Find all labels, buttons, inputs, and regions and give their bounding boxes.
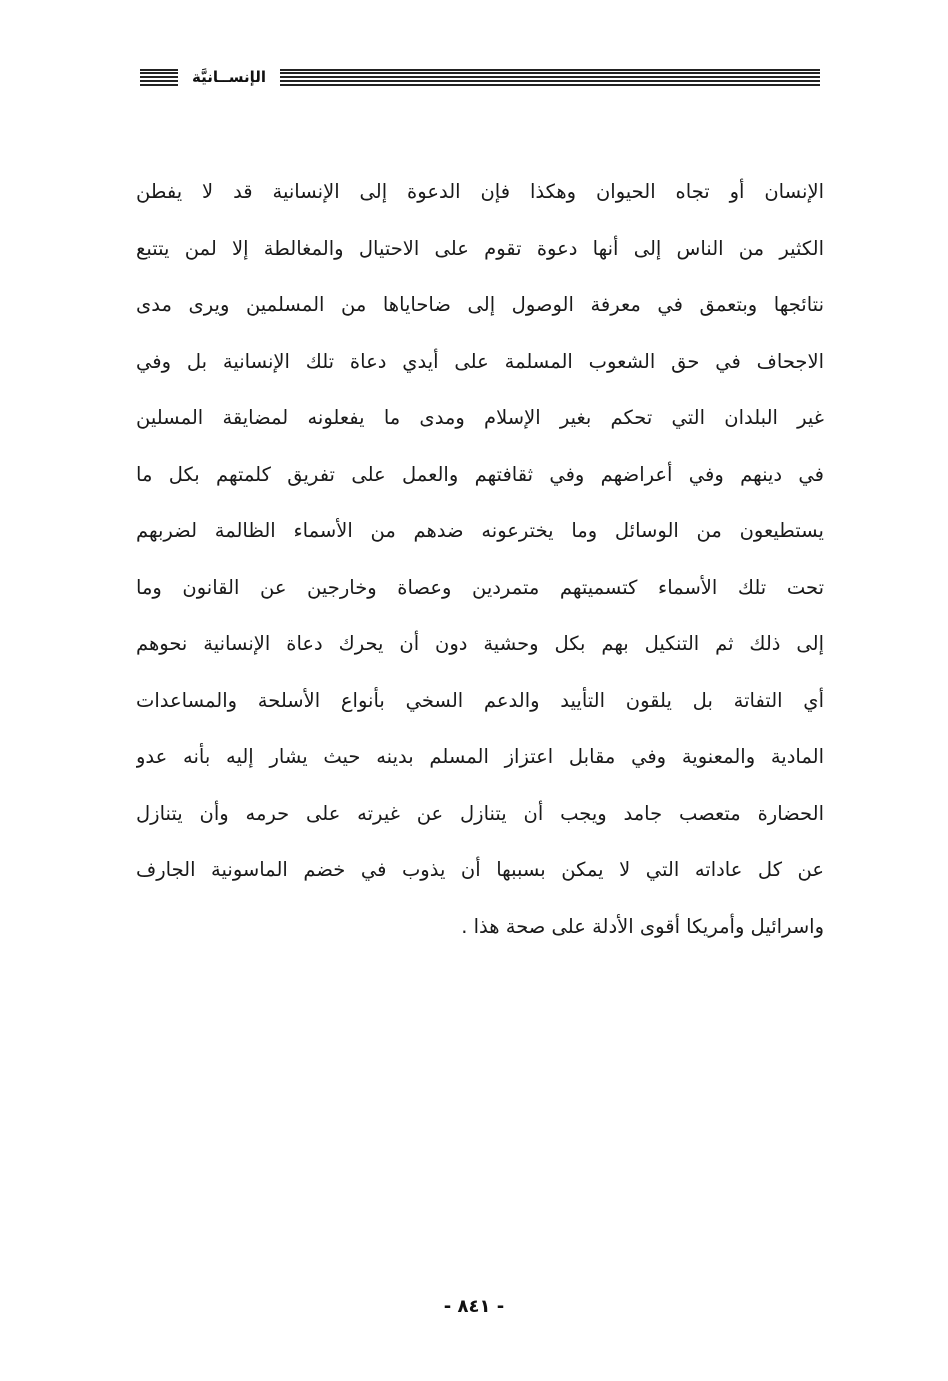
text-line: نتائجها وبتعمق في معرفة الوصول إلى ضاحاياها من المسلمين ويرى مدى xyxy=(136,293,824,316)
page-number: - ٨٤١ - xyxy=(443,1296,505,1317)
text-line: الاجحاف في حق الشعوب المسلمة على أيدي دعاة تلك الإنسانية بل وفي xyxy=(136,349,824,373)
body-paragraph xyxy=(136,164,824,955)
text-line: الكثير من الناس إلى أنها دعوة تقوم على الاحتيال والمغالطة إلا لمن يتتبع xyxy=(136,236,824,260)
text-line: الحضارة متعصب جامد ويجب أن يتنازل عن غيرته على حرمه وأن يتنازل xyxy=(136,801,824,825)
text-line: الإنسان أو تجاه الحيوان وهكذا فإن الدعوة إلى الإنسانية قد لا يفطن xyxy=(136,180,824,203)
header-rule-right xyxy=(280,69,820,86)
text-line: يستطيعون من الوسائل وما يخترعونه ضدهم من الأسماء الظالمة لضربهم xyxy=(136,519,824,542)
text-line: في دينهم وفي أعراضهم وفي ثقافتهم والعمل على تفريق كلمتهم بكل ما xyxy=(136,462,824,486)
text-line: عن كل عاداته التي لا يمكن بسببها أن يذوب في خضم الماسونية الجارف xyxy=(136,858,824,881)
running-header-title: الإنســانيَّة xyxy=(192,68,267,86)
text-line: إلى ذلك ثم التنكيل بهم بكل وحشية دون أن يحرك دعاة الإنسانية نحوهم xyxy=(136,632,824,655)
running-header xyxy=(140,64,820,90)
text-line: أي التفاتة بل يلقون التأييد والدعم السخي بأنواع الأسلحة والمساعدات xyxy=(136,688,824,712)
text-line: غير البلدان التي تحكم بغير الإسلام ومدى ما يفعلونه لمضايقة المسلين xyxy=(136,406,824,429)
text-line: تحت تلك الأسماء كتسميتهم متمردين وعصاة وخارجين عن القانون وما xyxy=(136,575,824,599)
text-line: واسرائيل وأمريكا أقوى الأدلة على صحة هذا . xyxy=(461,914,824,938)
text-line: المادية والمعنوية وفي مقابل اعتزاز المسلم بدينه حيث يشار إليه بأنه عدو xyxy=(136,745,824,768)
header-rule-left xyxy=(140,69,178,86)
